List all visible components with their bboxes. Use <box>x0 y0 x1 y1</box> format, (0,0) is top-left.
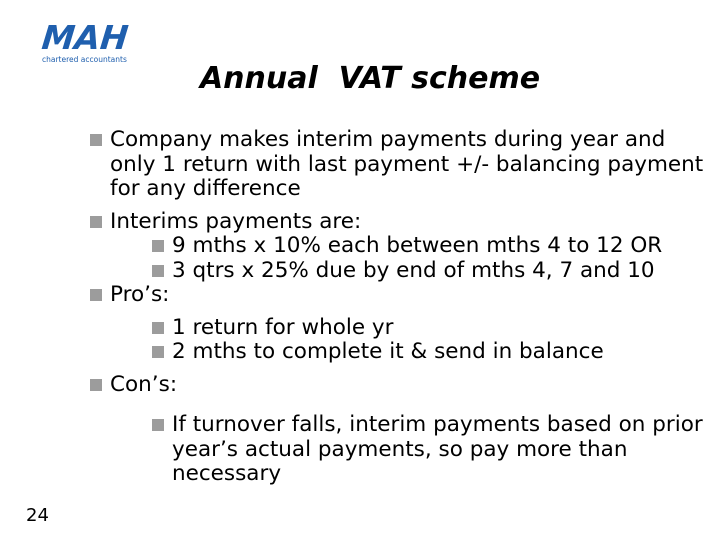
sub-bullet-item-one-return <box>88 316 708 341</box>
logo-mark: MAH <box>40 18 131 57</box>
square-bullet-icon <box>152 346 164 358</box>
square-bullet-icon <box>152 240 164 252</box>
sub-bullet-item-quarterly-option <box>88 259 708 284</box>
sub-bullet-item-monthly-option <box>88 234 708 259</box>
bullet-item-cons <box>88 373 708 398</box>
bullet-text: 9 mths x 10% each between mths 4 to 12 OR <box>172 233 663 258</box>
square-bullet-icon <box>90 134 102 146</box>
slide-title: Annual VAT scheme <box>199 61 541 96</box>
square-bullet-icon <box>90 289 102 301</box>
sub-bullet-item-turnover-falls <box>88 413 708 487</box>
square-bullet-icon <box>90 379 102 391</box>
square-bullet-icon <box>152 419 164 431</box>
square-bullet-icon <box>152 322 164 334</box>
bullet-text: 2 mths to complete it & send in balance <box>172 339 604 364</box>
bullet-text: Interims payments are: <box>110 208 362 234</box>
sub-bullet-item-two-months <box>88 340 708 365</box>
bullet-item-interims-payments-are <box>88 210 708 235</box>
bullet-text: Company makes interim payments during year and only 1 return with last payment +/- balancing payment for any difference <box>110 127 704 201</box>
bullet-text: 1 return for whole yr <box>172 314 394 340</box>
bullet-text: Pro’s: <box>110 282 170 307</box>
bullet-text: If turnover falls, interim payments based on prior year’s actual payments, so pay more than necessary <box>172 412 703 486</box>
bullet-item-interim-payments-overview <box>88 128 708 202</box>
square-bullet-icon <box>152 265 164 277</box>
page-number: 24 <box>26 505 49 526</box>
bullet-text: Con’s: <box>110 371 178 397</box>
bullet-list <box>88 128 708 487</box>
bullet-item-pros <box>88 283 708 308</box>
logo-tagline: chartered accountants <box>42 55 127 64</box>
square-bullet-icon <box>90 216 102 228</box>
bullet-text: 3 qtrs x 25% due by end of mths 4, 7 and 10 <box>172 257 655 283</box>
